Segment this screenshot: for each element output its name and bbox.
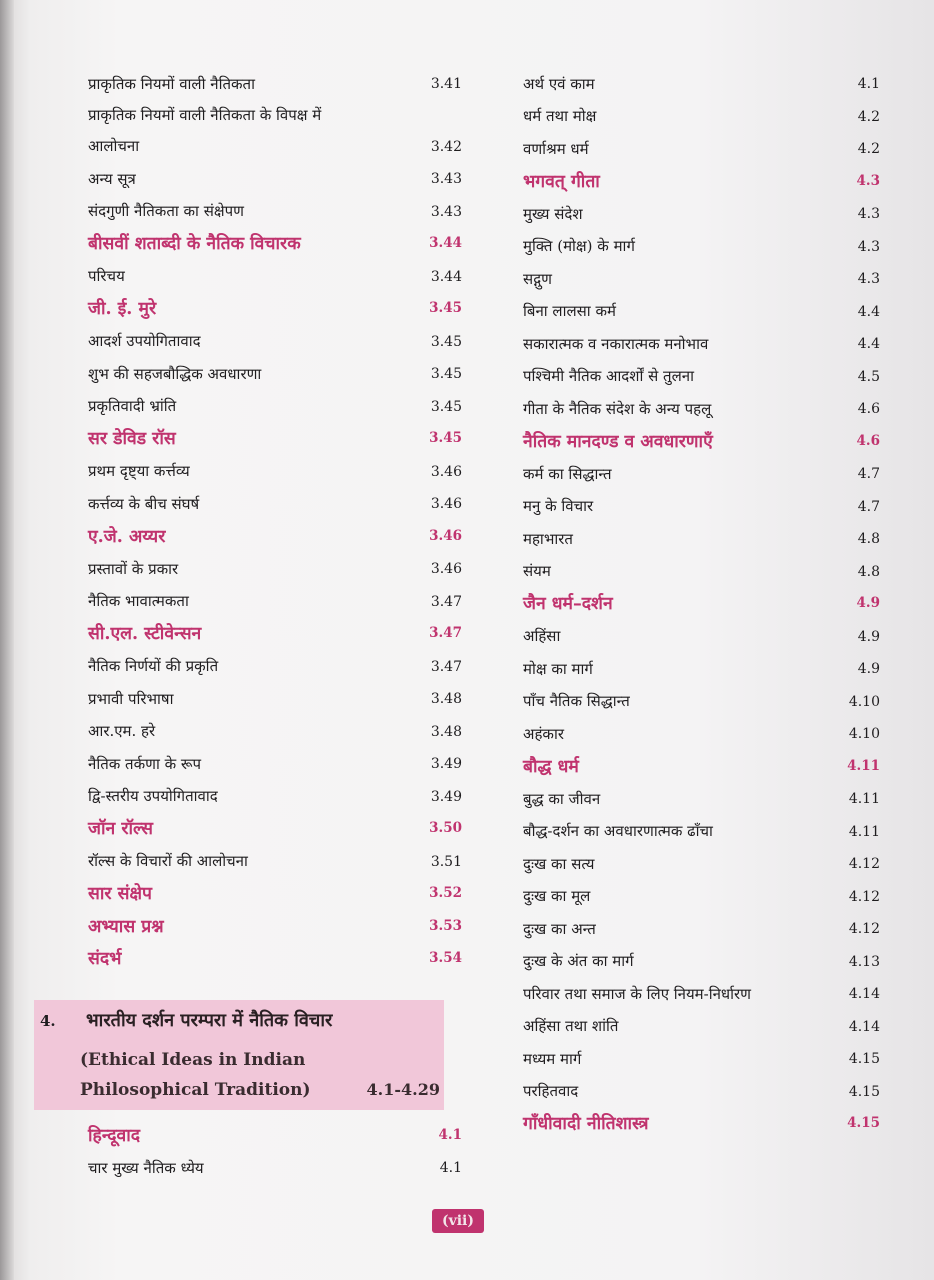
toc-entry-title: सर डेविड रॉस: [88, 429, 176, 450]
toc-left-list: [42, 68, 462, 976]
toc-entry-page: 3.46: [430, 561, 462, 578]
toc-entry-title: सी.एल. स्टीवेन्सन: [88, 624, 202, 645]
toc-entry-title: हिन्दूवाद: [88, 1125, 141, 1146]
toc-entry-title: मनु के विचार: [523, 497, 594, 516]
chapter-title-english-line1: (Ethical Ideas in Indian: [80, 1049, 306, 1070]
toc-section-heading: [42, 618, 462, 651]
toc-entry-title: रॉल्स के विचारों की आलोचना: [88, 852, 248, 871]
toc-entry-page: 3.50: [429, 820, 462, 837]
toc-entry-page: 3.41: [430, 76, 462, 93]
toc-entry: [42, 68, 462, 101]
toc-entry-title: बीसवीं शताब्दी के नैतिक विचारक: [88, 234, 301, 255]
toc-entry-title: अहंकार: [523, 724, 564, 743]
toc-section-heading: [480, 166, 880, 199]
toc-section-heading: [42, 878, 462, 911]
toc-entry-page: 4.12: [848, 856, 880, 873]
toc-entry: [480, 101, 880, 134]
toc-entry: [480, 68, 880, 101]
toc-entry-title: बुद्ध का जीवन: [523, 789, 601, 808]
toc-entry-page: 3.45: [430, 333, 462, 350]
toc-entry-page: 3.47: [430, 593, 462, 610]
toc-entry-page: 3.48: [430, 723, 462, 740]
toc-entry-title: प्रस्तावों के प्रकार: [88, 559, 179, 578]
toc-entry: [42, 101, 462, 131]
toc-entry-title: दुःख का सत्य: [523, 854, 595, 873]
toc-entry-page: 4.4: [857, 303, 880, 320]
toc-right-column: [480, 68, 880, 1141]
toc-entry: [480, 913, 880, 946]
toc-entry-page: 3.45: [430, 398, 462, 415]
toc-entry-title: अभ्यास प्रश्न: [88, 916, 164, 937]
toc-entry: [480, 361, 880, 394]
toc-entry-page: 3.53: [429, 917, 462, 934]
toc-entry-page: 4.1: [439, 1160, 462, 1177]
toc-section-heading: [480, 1108, 880, 1141]
toc-section-heading: [480, 751, 880, 784]
toc-entry-title: बौद्ध-दर्शन का अवधारणात्मक ढाँचा: [523, 822, 713, 841]
toc-entry-page: 3.42: [430, 138, 462, 155]
toc-entry-title: कर्म का सिद्धान्त: [523, 464, 612, 483]
toc-entry: [42, 163, 462, 196]
toc-entry: [480, 946, 880, 979]
toc-entry: [480, 686, 880, 719]
toc-section-heading: [480, 588, 880, 621]
toc-entry-title: परिवार तथा समाज के लिए नियम-निर्धारण: [523, 984, 752, 1003]
toc-entry: [42, 781, 462, 814]
toc-entry: [480, 556, 880, 589]
toc-entry: [480, 816, 880, 849]
toc-entry-title: ए.जे. अय्यर: [88, 526, 166, 547]
toc-entry-title: संयम: [523, 562, 551, 581]
toc-entry-title: दुःख का अन्त: [523, 919, 596, 938]
toc-entry-title: भगवत् गीता: [523, 171, 600, 192]
toc-entry-title: नैतिक तर्कणा के रूप: [88, 754, 202, 773]
toc-entry-title: जॉन रॉल्स: [88, 819, 153, 840]
toc-entry-title: प्राकृतिक नियमों वाली नैतिकता: [88, 74, 255, 93]
toc-entry-title: प्रभावी परिभाषा: [88, 689, 174, 708]
toc-entry: [42, 553, 462, 586]
toc-entry-page: 4.3: [857, 271, 880, 288]
toc-entry-page: 4.4: [857, 336, 880, 353]
toc-entry: [42, 748, 462, 781]
toc-entry-title: नैतिक निर्णयों की प्रकृति: [88, 657, 219, 676]
toc-entry-page: 4.2: [857, 141, 880, 158]
toc-section-heading: [42, 911, 462, 944]
toc-entry-page: 4.9: [857, 661, 880, 678]
toc-entry-page: 4.2: [857, 108, 880, 125]
toc-entry: [42, 358, 462, 391]
toc-entry-page: 4.7: [857, 466, 880, 483]
toc-entry-title: सार संक्षेप: [88, 884, 152, 905]
toc-entry-page: 3.46: [430, 496, 462, 513]
toc-entry-page: 4.1: [857, 76, 880, 93]
chapter-page-range: 4.1-4.29: [366, 1079, 440, 1099]
toc-entry-page: 3.49: [430, 756, 462, 773]
toc-entry-page: 3.45: [430, 366, 462, 383]
toc-entry-title: परिचय: [88, 267, 125, 286]
toc-entry-title: जी. ई. मुरे: [88, 299, 157, 320]
toc-entry-page: 4.11: [848, 823, 880, 840]
toc-entry-page: 4.6: [856, 432, 880, 449]
toc-entry: [480, 1043, 880, 1076]
toc-entry: [42, 391, 462, 424]
toc-entry: [480, 263, 880, 296]
toc-entry: [42, 716, 462, 749]
toc-entry: [42, 651, 462, 684]
toc-entry: [480, 881, 880, 914]
toc-entry-page: 4.8: [857, 531, 880, 548]
toc-section-heading: [42, 521, 462, 554]
toc-entry-page: 3.44: [429, 235, 462, 252]
toc-entry: [480, 1011, 880, 1044]
toc-entry-title: धर्म तथा मोक्ष: [523, 107, 597, 126]
toc-entry-title: संदर्भ: [88, 949, 122, 970]
toc-entry: [480, 1076, 880, 1109]
toc-entry-page: 3.45: [429, 430, 462, 447]
toc-entry-title: आर.एम. हरे: [88, 722, 156, 741]
toc-entry: [42, 261, 462, 294]
toc-entry-page: 4.15: [848, 1083, 880, 1100]
toc-entry-title: महाभारत: [523, 529, 573, 548]
toc-entry-page: 4.15: [847, 1115, 880, 1132]
toc-entry-page: 4.15: [848, 1051, 880, 1068]
toc-entry-page: 4.12: [848, 888, 880, 905]
toc-entry-page: 4.10: [848, 693, 880, 710]
toc-entry-title: अर्थ एवं काम: [523, 74, 595, 93]
toc-entry-title: मुक्ति (मोक्ष) के मार्ग: [523, 237, 635, 256]
toc-section-heading: [42, 1120, 462, 1153]
toc-entry-page: 4.3: [857, 238, 880, 255]
toc-entry: [480, 523, 880, 556]
toc-entry: [42, 683, 462, 716]
toc-entry-page: 4.6: [857, 401, 880, 418]
toc-entry-title: अहिंसा तथा शांति: [523, 1017, 619, 1036]
toc-entry: [480, 653, 880, 686]
toc-entry-page: 3.46: [430, 463, 462, 480]
toc-entry-title: बौद्ध धर्म: [523, 756, 579, 777]
toc-entry-page: 4.10: [848, 726, 880, 743]
toc-entry: [480, 783, 880, 816]
toc-entry-title: अन्य सूत्र: [88, 169, 136, 188]
chapter-title-english-line2: Philosophical Tradition): [80, 1079, 311, 1100]
toc-entry-title: पश्चिमी नैतिक आदर्शों से तुलना: [523, 367, 694, 386]
toc-entry-title: बिना लालसा कर्म: [523, 302, 616, 321]
toc-entry-title: मध्यम मार्ग: [523, 1049, 582, 1068]
toc-left-column: [42, 68, 462, 1185]
toc-entry-title: मोक्ष का मार्ग: [523, 659, 593, 678]
toc-entry-page: 4.14: [848, 1018, 880, 1035]
toc-left-after-chapter: [42, 1120, 462, 1185]
toc-entry: [480, 231, 880, 264]
toc-entry: [42, 196, 462, 229]
page-number-badge: (vii): [432, 1209, 484, 1233]
toc-entry: [480, 621, 880, 654]
toc-entry-page: 4.7: [857, 498, 880, 515]
page-edge-shadow: [0, 0, 14, 1280]
toc-section-heading: [42, 813, 462, 846]
toc-entry-page: 3.43: [430, 171, 462, 188]
toc-entry: [42, 488, 462, 521]
toc-entry-page: 3.49: [430, 788, 462, 805]
toc-entry-title: गाँधीवादी नीतिशास्त्र: [523, 1114, 649, 1135]
toc-entry-page: 4.3: [857, 206, 880, 223]
toc-entry-page: 4.5: [857, 368, 880, 385]
toc-section-heading: [42, 228, 462, 261]
toc-entry-page: 3.45: [429, 300, 462, 317]
toc-entry-page: 3.51: [430, 853, 462, 870]
toc-entry-title: नैतिक मानदण्ड व अवधारणाएँ: [523, 431, 713, 452]
toc-entry-page: 3.52: [429, 885, 462, 902]
toc-entry-title: द्वि-स्तरीय उपयोगितावाद: [88, 787, 218, 806]
toc-entry-page: 3.48: [430, 691, 462, 708]
toc-entry-page: 3.54: [429, 950, 462, 967]
toc-entry-title: जैन धर्म–दर्शन: [523, 594, 613, 615]
toc-entry: [480, 133, 880, 166]
toc-entry-page: 3.46: [429, 527, 462, 544]
toc-entry: [42, 586, 462, 619]
toc-entry-title: दुःख के अंत का मार्ग: [523, 952, 634, 971]
toc-entry-title: चार मुख्य नैतिक ध्येय: [88, 1158, 204, 1177]
toc-entry-page: 3.47: [430, 658, 462, 675]
toc-entry-page: 4.9: [857, 628, 880, 645]
toc-entry-title: प्राकृतिक नियमों वाली नैतिकता के विपक्ष में: [88, 105, 322, 124]
toc-entry-title: शुभ की सहजबौद्धिक अवधारणा: [88, 364, 262, 383]
toc-entry-page: 4.14: [848, 986, 880, 1003]
toc-entry-title: सकारात्मक व नकारात्मक मनोभाव: [523, 334, 709, 353]
toc-section-heading: [42, 293, 462, 326]
toc-entry-title: वर्णाश्रम धर्म: [523, 139, 589, 158]
toc-entry-page: 4.8: [857, 563, 880, 580]
toc-entry-page: 3.47: [429, 625, 462, 642]
toc-entry: [480, 393, 880, 426]
toc-entry: [42, 131, 462, 164]
toc-entry: [42, 1152, 462, 1185]
toc-entry-page: 4.3: [856, 172, 880, 189]
toc-entry-page: 3.43: [430, 203, 462, 220]
toc-section-heading: [42, 943, 462, 976]
toc-entry: [480, 848, 880, 881]
toc-right-list: [480, 68, 880, 1141]
toc-entry: [480, 198, 880, 231]
toc-entry-title: आदर्श उपयोगितावाद: [88, 332, 201, 351]
toc-entry-page: 4.1: [438, 1126, 462, 1143]
toc-entry-title: संदगुणी नैतिकता का संक्षेपण: [88, 202, 244, 221]
toc-entry-page: 4.9: [856, 595, 880, 612]
toc-entry-page: 4.11: [847, 757, 880, 774]
toc-entry-page: 3.44: [430, 268, 462, 285]
toc-entry-title: परहितवाद: [523, 1082, 579, 1101]
toc-entry-title: प्रकृतिवादी भ्रांति: [88, 397, 177, 416]
toc-entry-title: अहिंसा: [523, 627, 561, 646]
toc-entry-title: आलोचना: [88, 137, 140, 156]
chapter-heading-box: [34, 1000, 444, 1110]
toc-section-heading: [42, 423, 462, 456]
toc-entry: [42, 456, 462, 489]
toc-entry-page: 4.12: [848, 921, 880, 938]
toc-entry-title: कर्त्तव्य के बीच संघर्ष: [88, 494, 200, 513]
toc-entry-title: नैतिक भावात्मकता: [88, 592, 189, 611]
toc-entry-title: पाँच नैतिक सिद्धान्त: [523, 692, 630, 711]
toc-entry-page: 4.11: [848, 791, 880, 808]
toc-entry-title: दुःख का मूल: [523, 887, 591, 906]
toc-entry-title: प्रथम दृष्ट्या कर्त्तव्य: [88, 462, 190, 481]
toc-entry: [42, 846, 462, 879]
toc-entry: [480, 718, 880, 751]
toc-entry: [480, 328, 880, 361]
toc-entry: [480, 458, 880, 491]
toc-entry: [480, 491, 880, 524]
toc-entry-title: सद्गुण: [523, 269, 552, 288]
toc-entry-title: मुख्य संदेश: [523, 204, 583, 223]
toc-section-heading: [480, 426, 880, 459]
toc-entry: [480, 978, 880, 1011]
toc-entry-title: गीता के नैतिक संदेश के अन्य पहलू: [523, 399, 712, 418]
toc-entry: [480, 296, 880, 329]
toc-entry-page: 4.13: [848, 953, 880, 970]
chapter-number: 4.: [40, 1011, 56, 1030]
toc-entry: [42, 326, 462, 359]
chapter-title-hindi: भारतीय दर्शन परम्परा में नैतिक विचार: [86, 1009, 333, 1031]
